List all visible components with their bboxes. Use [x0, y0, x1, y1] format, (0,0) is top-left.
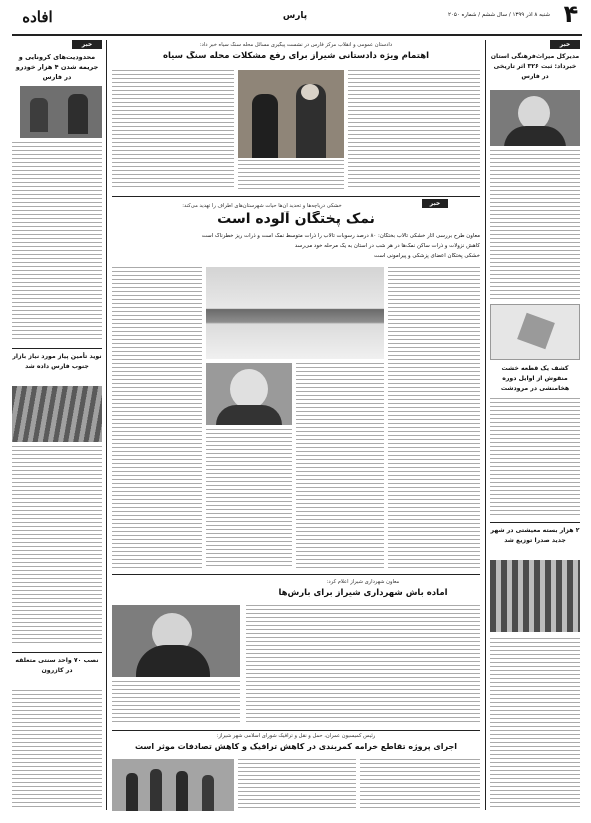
left-story2-photo [12, 386, 102, 442]
mid-story-rule [112, 730, 480, 731]
main-story-kicker: خشکی دریاچه‌ها و تحدید آن‌ها حیات شهرستان‌های اطراف را تهدید می‌کند: [182, 203, 342, 209]
top-story-kicker: دادستان عمومی و انقلاب مرکز فارس در نشست پیگیری مسائل محله سنگ سیاه خبر داد: [199, 42, 393, 48]
left-story1-photo [20, 86, 102, 138]
main-story-body-col-middle-a [296, 363, 384, 569]
newspaper-logo: افاده [22, 8, 53, 26]
main-story-rule [112, 574, 480, 575]
main-story-bullet: معاون طرح بررسی آثار خشکی تالاب بختگان: ۸۰ درصد رسوبات تالاب را ذرات متوسط نمک است و ذرات ریز خطرناک است [201, 233, 480, 239]
right-story2-headline: کشف یک قطعه خشت منقوش از اوایل دوره هخامنشی در مرودشت [500, 365, 570, 392]
main-story-body-col-right [388, 267, 480, 569]
page-number: ۴ [563, 0, 579, 28]
top-story-body-right [348, 70, 480, 190]
left-story2-body [12, 446, 102, 646]
section-title: پارس [282, 11, 308, 21]
right-story2-photo [490, 304, 580, 360]
right-story2-body [490, 398, 580, 518]
right-story3-body [490, 638, 580, 808]
bottom-story-kicker: رئیس کمیسیون عمران، حمل و نقل و ترافیک شورای اسلامی شهر شیراز: [216, 733, 376, 739]
left-divider-2 [12, 652, 102, 653]
left-sidebar [12, 40, 102, 810]
main-story-lake-photo [206, 267, 384, 359]
left-story1-body [12, 142, 102, 342]
right-column-rule [485, 40, 486, 810]
bottom-story [112, 733, 480, 813]
main-story-bullet: خشکی پختگان اعضای پزشکی و پیرامونی است [374, 253, 480, 259]
main-story-body-col-left [112, 267, 202, 569]
top-story-rule [112, 196, 480, 197]
mid-story-body-left [112, 681, 240, 723]
top-story-photo [238, 70, 344, 158]
right-sidebar [490, 40, 580, 810]
left-column-rule [106, 40, 107, 810]
right-divider-1 [490, 522, 580, 523]
top-story [112, 40, 480, 192]
main-story-body-col-middle-b [206, 429, 292, 569]
left-story3-headline: نصب ۷۰ واحد سنتی متعلقه در کازرون [15, 657, 99, 674]
right-story1-body [490, 150, 580, 300]
right-story3-headline: ۲ هزار بسته معیشتی در شهر جدید صدرا توزیع شد [490, 527, 580, 544]
mid-story-headline: آماده باش شهرداری شیراز برای بارش‌ها [278, 588, 448, 598]
main-story-portrait-photo [206, 363, 292, 425]
mid-story [112, 577, 480, 727]
top-story-body-left [112, 70, 234, 190]
header-rule [12, 34, 582, 36]
top-story-headline: اهتمام ویژه دادستانی شیراز برای رفع مشکلات محله سنگ سیاه [162, 51, 430, 61]
right-story1-photo [490, 90, 580, 146]
right-story3-photo [490, 560, 580, 632]
bottom-story-headline: اجرای پروژه تقاطع خرامه کمربندی در کاهش ترافیک و کاهش تصادفات موثر است [135, 742, 457, 751]
left-story2-headline: نوید تأمین پیاز مورد نیاز بازار جنوب فارس داده شد [12, 353, 102, 370]
left-story1-headline: محدودیت‌های کرونایی و جریمه شدن ۴ هزار خودرو در فارس [15, 53, 99, 81]
mid-story-body [246, 605, 480, 723]
bottom-story-photo [112, 759, 234, 811]
page-header [0, 0, 591, 34]
main-story-bullet: کاهش نزولات و ذرات ساکن نمک‌ها در هر شب در استان به یک مرحله خود می‌رسد [294, 243, 480, 249]
bottom-story-body-right [360, 759, 480, 811]
mid-story-kicker: معاون شهرداری شیراز اعلام کرد: [326, 579, 400, 585]
main-story-tag: خبر [422, 199, 448, 208]
bottom-story-body-middle [238, 759, 356, 811]
main-story-headline: نمک پختگان آلوده است [217, 211, 375, 227]
right-sidebar-label: خبر [550, 40, 580, 49]
left-story3-body [12, 690, 102, 808]
left-sidebar-label: خبر [72, 40, 102, 49]
right-story1-headline: مدیرکل میراث‌فرهنگی استان خبرداد: ثبت ۳۲۶ اثر تاریخی در فارس [490, 53, 580, 80]
date-line: شنبه ۸ آذر ۱۳۹۹ / سال ششم / شماره ۲۰۵۰ [447, 12, 550, 18]
mid-story-photo [112, 605, 240, 677]
top-story-photo-caption [238, 160, 344, 190]
left-divider-1 [12, 348, 102, 349]
main-story [112, 199, 480, 571]
